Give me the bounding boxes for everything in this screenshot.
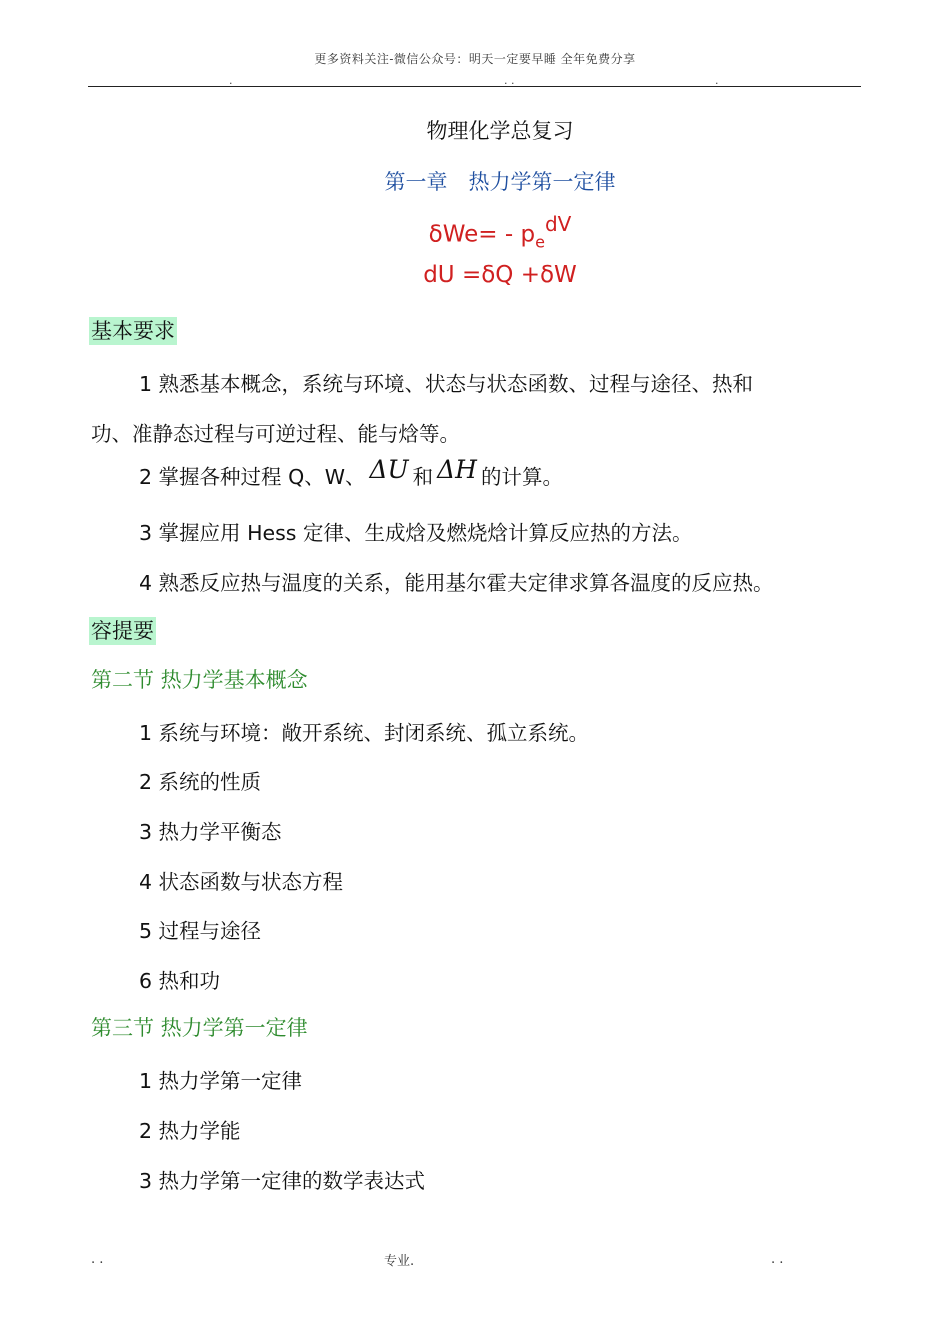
- requirement-2-post: 的计算。: [480, 465, 563, 489]
- section2-item: 4 状态函数与状态方程: [139, 870, 344, 894]
- section2-item: 6 热和功: [139, 969, 221, 993]
- requirement-3: 3 掌握应用 Hess 定律、生成焓及燃烧焓计算反应热的方法。: [139, 521, 693, 545]
- header-dots-left: .: [229, 74, 233, 87]
- summary-heading: 容提要: [91, 619, 154, 643]
- header-notice: 更多资料关注-微信公众号：明天一定要早睡 全年免费分享: [314, 52, 636, 66]
- requirement-2: [139, 455, 563, 490]
- header-dots-right: .: [715, 74, 719, 87]
- section2-item: 1 系统与环境：敞开系统、封闭系统、孤立系统。: [139, 721, 590, 745]
- formula-work-main: δWe= - p: [428, 221, 536, 248]
- delta-u-symbol: ΔU: [369, 455, 409, 484]
- section3-item: 3 热力学第一定律的数学表达式: [139, 1169, 426, 1193]
- section3-item: 2 热力学能: [139, 1119, 241, 1143]
- chapter-heading: 第一章 热力学第一定律: [384, 170, 616, 194]
- requirement-2-pre: 2 掌握各种过程 Q、W、: [139, 465, 366, 489]
- requirement-4: 4 熟悉反应热与温度的关系，能用基尔霍夫定律求算各温度的反应热。: [139, 571, 774, 595]
- section3-heading: 第三节 热力学第一定律: [91, 1016, 308, 1040]
- delta-h-symbol: ΔH: [437, 455, 477, 484]
- page-title: 物理化学总复习: [426, 119, 574, 143]
- formula-work-sub: e: [535, 232, 545, 252]
- formula-work: [0, 214, 950, 251]
- footer-dots-left: . .: [91, 1252, 104, 1267]
- footer-dots-right: . .: [771, 1252, 784, 1267]
- requirement-2-and: 和: [412, 465, 434, 489]
- formula-first-law: dU =δQ +δW: [423, 262, 577, 288]
- footer-label: 专业.: [384, 1254, 415, 1269]
- requirement-1-line1: 1 熟悉基本概念，系统与环境、状态与状态函数、过程与途径、热和: [139, 372, 754, 396]
- requirements-heading: 基本要求: [91, 319, 175, 343]
- requirement-1-line2: 功、准静态过程与可逆过程、能与焓等。: [91, 422, 460, 446]
- section2-item: 5 过程与途径: [139, 919, 262, 943]
- header-rule: [88, 86, 861, 87]
- section2-item: 2 系统的性质: [139, 770, 262, 794]
- section2-item: 3 热力学平衡态: [139, 820, 282, 844]
- section2-heading: 第二节 热力学基本概念: [91, 668, 308, 692]
- header-dots-mid: . .: [504, 74, 515, 87]
- formula-work-end: dV: [544, 212, 572, 236]
- section3-item: 1 热力学第一定律: [139, 1069, 303, 1093]
